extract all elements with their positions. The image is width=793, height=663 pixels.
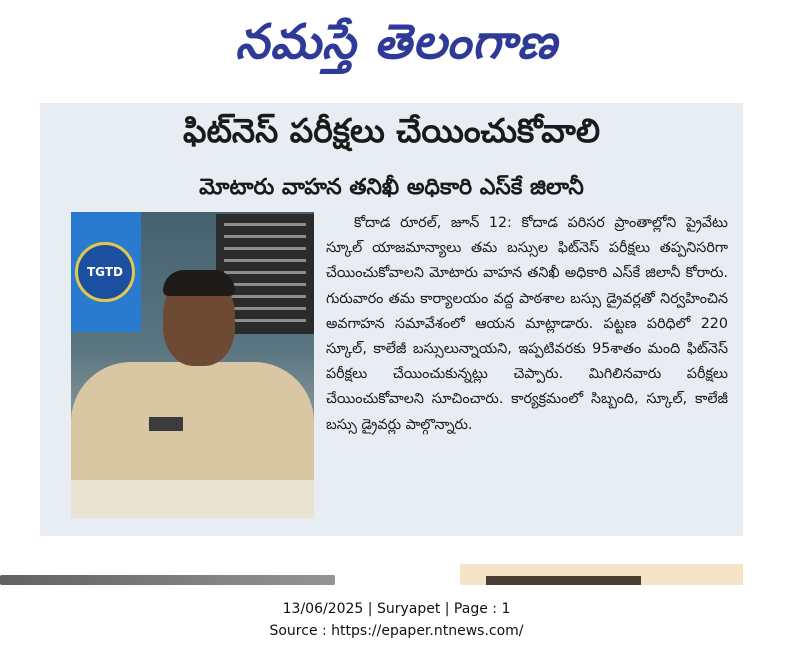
name-tag xyxy=(149,417,183,431)
article-body: కోదాడ రూరల్, జూన్ 12: కోదాడ పరిసర ప్రాంతాల్లోని ప్రైవేటు స్కూల్ యాజమాన్యాలు తమ బస్సుల ఫిట్‌నెస్ పరీక్షలు తప్పనిసరిగా చేయించుకోవాలని మోటారు వాహన తనిఖీ అధికారి ఎస్‌కే జిలానీ కోరారు. గురువారం తమ కార్యాలయం వద్ద పాఠశాల బస్సు డ్రైవర్లతో నిర్వహించిన అవగాహన సమావేశంలో ఆయన మాట్లాడారు. పట్టణ పరిధిలో 220 స్కూల్, కాలేజీ బస్సులున్నాయని, ఇప్పటివరకు 95శాతం మంది ఫిట్‌నెస్ పరీక్షలు చేయించుకున్నట్లు చెప్పారు. మిగిలినవారు పరీక్షలు చేయించుకోవాలని సూచించారు. కార్యక్రమంలో సిబ్బంది, స్కూల్, కాలేజీ బస్సు డ్రైవర్లు పాల్గొన్నారు. xyxy=(326,215,728,433)
article-subheadline: మోటారు వాహన తనిఖీ అధికారి ఎస్‌కే జిలానీ xyxy=(199,175,584,200)
officer-photo xyxy=(71,212,314,518)
tgtd-emblem: TGTD xyxy=(75,242,135,302)
source-info: Source : https://epaper.ntnews.com/ xyxy=(269,623,524,639)
newspaper-title: నమస్తే తెలంగాణ xyxy=(235,13,558,70)
officer-hair xyxy=(163,270,235,296)
page-footer xyxy=(0,598,793,642)
masthead xyxy=(0,0,793,95)
article-headline: ఫిట్‌నెస్ పరీక్షలు చేయించుకోవాలి xyxy=(182,111,601,150)
next-article-fragment-left xyxy=(0,575,335,585)
edition-info: 13/06/2025 | Suryapet | Page : 1 xyxy=(282,601,511,617)
next-article-fragment-right xyxy=(460,564,743,585)
news-clipping xyxy=(40,103,743,536)
desk xyxy=(71,480,314,518)
